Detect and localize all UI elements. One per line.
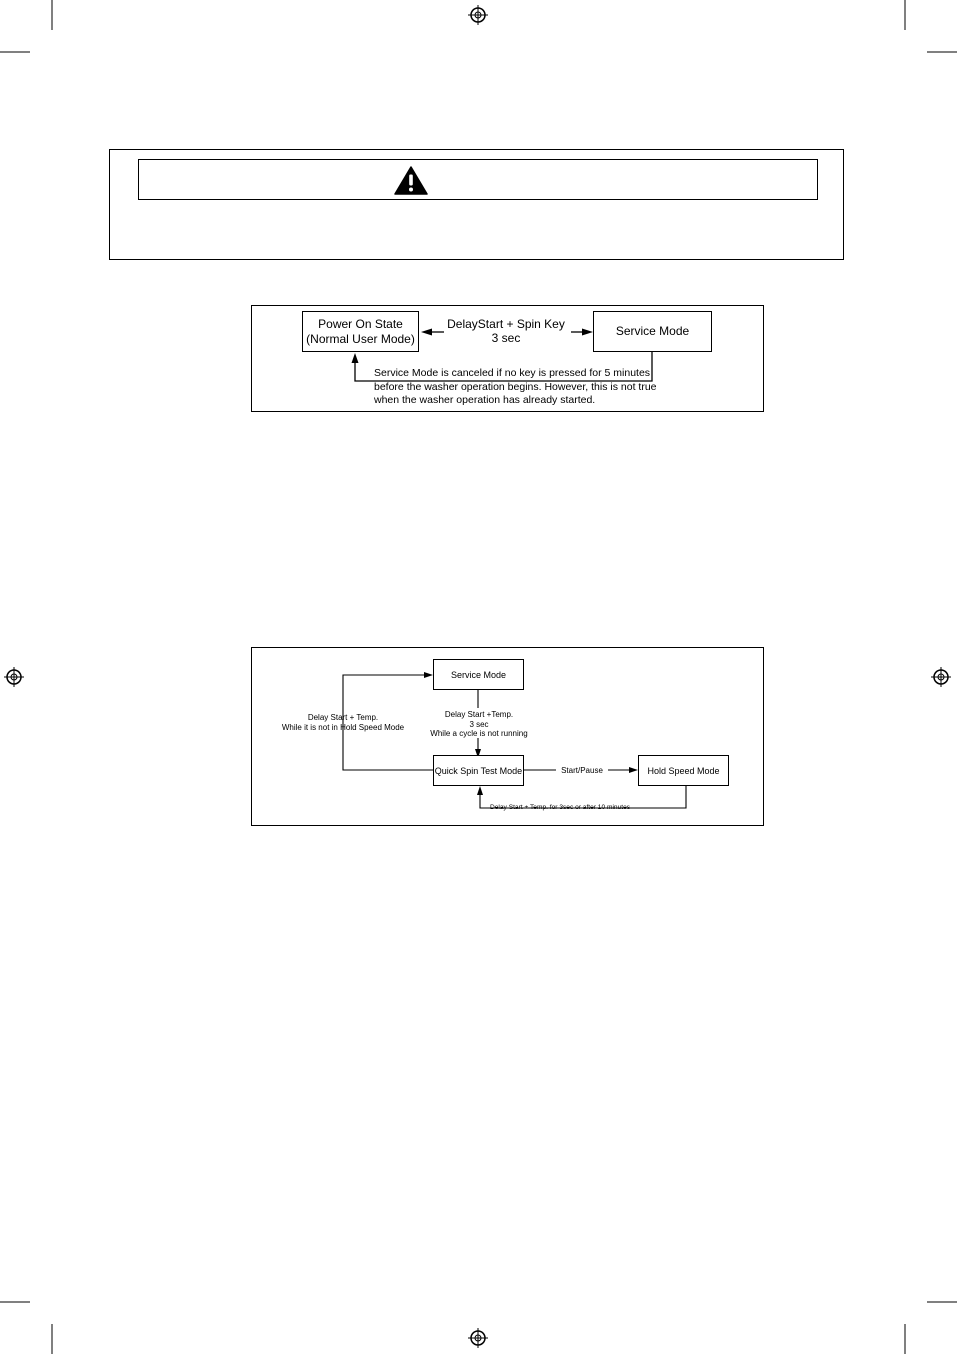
start-pause-label: Start/Pause	[561, 766, 603, 775]
hold-exit-condition: Delay Start + Temp. for 3sec or after 10 minutes	[490, 804, 631, 811]
power-on-state-box: Power On State (Normal User Mode)	[302, 311, 419, 352]
return-to-service-condition: Delay Start + Temp. While it is not in Hold Speed Mode	[281, 713, 405, 732]
service-mode-cancel-note: Service Mode is canceled if no key is pressed for 5 minutes before the washer operation begins. However, this is not true when the washer operation has already started.	[374, 367, 657, 406]
quick-spin-test-mode-box: Quick Spin Test Mode	[433, 755, 524, 786]
hold-speed-mode-box: Hold Speed Mode	[638, 755, 729, 786]
service-mode-box: Service Mode	[593, 311, 712, 352]
enter-quick-spin-condition: Delay Start +Temp. 3 sec While a cycle is not running	[430, 710, 528, 738]
key-duration-label: 3 sec	[491, 331, 521, 345]
key-label: DelayStart + Spin Key	[447, 317, 565, 331]
service-mode-box-2: Service Mode	[433, 659, 524, 690]
